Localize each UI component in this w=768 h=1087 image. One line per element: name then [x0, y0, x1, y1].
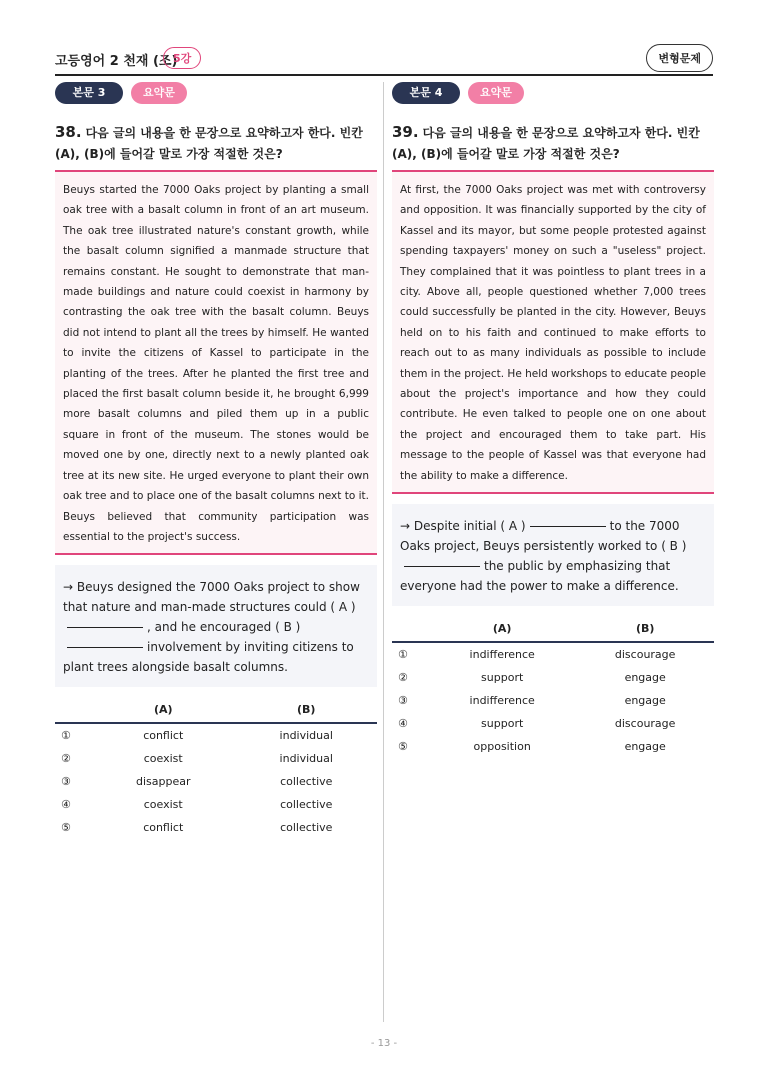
choice-a: coexist: [143, 798, 183, 812]
type-badge: 변형문제: [646, 44, 713, 72]
choice-a: conflict: [143, 729, 184, 743]
blank-a: [530, 526, 606, 527]
summary-part-2: to the 7000 Oaks project, Beuys persistently worked to ( B ): [400, 519, 687, 554]
choice-b: collective: [280, 821, 333, 835]
choice-a: disappear: [135, 775, 191, 789]
choice-row[interactable]: [392, 735, 714, 758]
choice-a: indifference: [469, 648, 535, 662]
choice-number: ③: [61, 775, 71, 789]
passage: Beuys started the 7000 Oaks project by planting a small oak tree with a basalt column in front of an art museum. The oak tree illustrated nature's constant growth, while the basalt column signified a manmade structure that remains constant. He sought to demonstrate that man-made buildings and nature could coexist in harmony by contrasting the oak tree with the basalt column. Beuys did not intend to plant all the trees by himself. He wanted to invite the citizens of Kassel to participate in the planting of the trees. After he planted the first tree and placed the first basalt column beside it, he brought 6,999 more basalt columns and piled them up in a public square in front of the museum. The stones would be moved one by one, directly next to a newly planted oak tree at its new site. He urged everyone to plant their own oak tree and to place one of the basalt columns next to it. Beuys believed that community participation was essential to the project's success.: [55, 172, 377, 555]
type-tag: 요약문: [131, 82, 187, 104]
choice-a: indifference: [469, 694, 535, 708]
question-39: [392, 82, 714, 758]
book-title: 고등영어 2 천재 (조): [55, 54, 178, 69]
choices-table: [392, 616, 714, 758]
choice-row[interactable]: [392, 642, 714, 666]
summary-part-1: → Despite initial ( A ): [400, 519, 526, 534]
choice-a: support: [481, 671, 524, 685]
header-a: (A): [91, 697, 235, 723]
choice-number: ①: [398, 648, 408, 662]
type-tag: 요약문: [468, 82, 524, 104]
choice-row[interactable]: [392, 666, 714, 689]
header-a: (A): [428, 616, 576, 642]
choice-b: engage: [624, 740, 666, 754]
section-tag: 본문 3: [55, 82, 123, 104]
choice-number: ⑤: [61, 821, 71, 835]
summary-part-3: the public by emphasizing that everyone had the power to make a difference.: [400, 559, 679, 594]
question-38: [55, 82, 377, 839]
choices-table: [55, 697, 377, 839]
choice-number: ④: [398, 717, 408, 731]
choice-number: ②: [398, 671, 408, 685]
choice-row[interactable]: [55, 816, 377, 839]
tags: [392, 82, 714, 106]
choice-b: engage: [624, 671, 666, 685]
choice-row[interactable]: [392, 689, 714, 712]
summary-box: [55, 565, 377, 687]
choice-b: individual: [279, 729, 333, 743]
choice-b: discourage: [614, 648, 676, 662]
choice-b: collective: [280, 798, 333, 812]
lesson-badge: 5강: [163, 47, 201, 69]
choice-number: ⑤: [398, 740, 408, 754]
page-number: - 13 -: [370, 1038, 398, 1049]
question-number: 39.: [392, 123, 419, 141]
choice-a: support: [481, 717, 524, 731]
choice-row[interactable]: [55, 770, 377, 793]
choice-b: engage: [624, 694, 666, 708]
choice-a: coexist: [143, 752, 183, 766]
choice-number: ④: [61, 798, 71, 812]
choice-number: ②: [61, 752, 71, 766]
passage: At first, the 7000 Oaks project was met with controversy and opposition. It was financially supported by the city of Kassel and its mayor, but some people protested against spending taxpayers' money on such a "useless" project. They complained that it was pointless to plant trees in a city. Above all, people questioned whether 7,000 trees could successfully be planted in the city. However, Beuys held on to his faith and continued to make efforts to reach out to as many individuals as possible to include them in the project. He held workshops to educate people about the project's importance and how they could contribute. He even talked to people one on one about the project and encouraged them to take part. His message to the people of Kassel was that everyone had the ability to make a difference.: [392, 172, 714, 494]
summary-part-1: → Beuys designed the 7000 Oaks project to show that nature and man-made structures could ( A ): [63, 580, 360, 615]
summary-part-2: , and he encouraged ( B ): [147, 620, 301, 635]
choice-b: collective: [280, 775, 333, 789]
header-b: (B): [576, 616, 714, 642]
question-prompt: [392, 122, 714, 172]
page-header: [55, 44, 713, 76]
choice-b: discourage: [614, 717, 676, 731]
choice-row[interactable]: [55, 747, 377, 770]
column-divider: [383, 82, 384, 1022]
choice-a: opposition: [473, 740, 531, 754]
blank-b: [67, 647, 143, 648]
choice-row[interactable]: [55, 793, 377, 816]
section-tag: 본문 4: [392, 82, 460, 104]
blank-b: [404, 566, 480, 567]
choice-row[interactable]: [55, 723, 377, 747]
choice-a: conflict: [143, 821, 184, 835]
choice-row[interactable]: [392, 712, 714, 735]
choice-number: ③: [398, 694, 408, 708]
header-b: (B): [235, 697, 377, 723]
tags: [55, 82, 377, 106]
summary-part-3: involvement by inviting citizens to plant trees alongside basalt columns.: [63, 640, 354, 675]
question-text: 다음 글의 내용을 한 문장으로 요약하고자 한다. 빈칸 (A), (B)에 들어갈 말로 가장 적절한 것은?: [392, 126, 700, 161]
choice-b: individual: [279, 752, 333, 766]
blank-a: [67, 627, 143, 628]
summary-box: [392, 504, 714, 606]
question-prompt: [55, 122, 377, 172]
question-text: 다음 글의 내용을 한 문장으로 요약하고자 한다. 빈칸 (A), (B)에 들어갈 말로 가장 적절한 것은?: [55, 126, 363, 161]
question-number: 38.: [55, 123, 82, 141]
choice-number: ①: [61, 729, 71, 743]
